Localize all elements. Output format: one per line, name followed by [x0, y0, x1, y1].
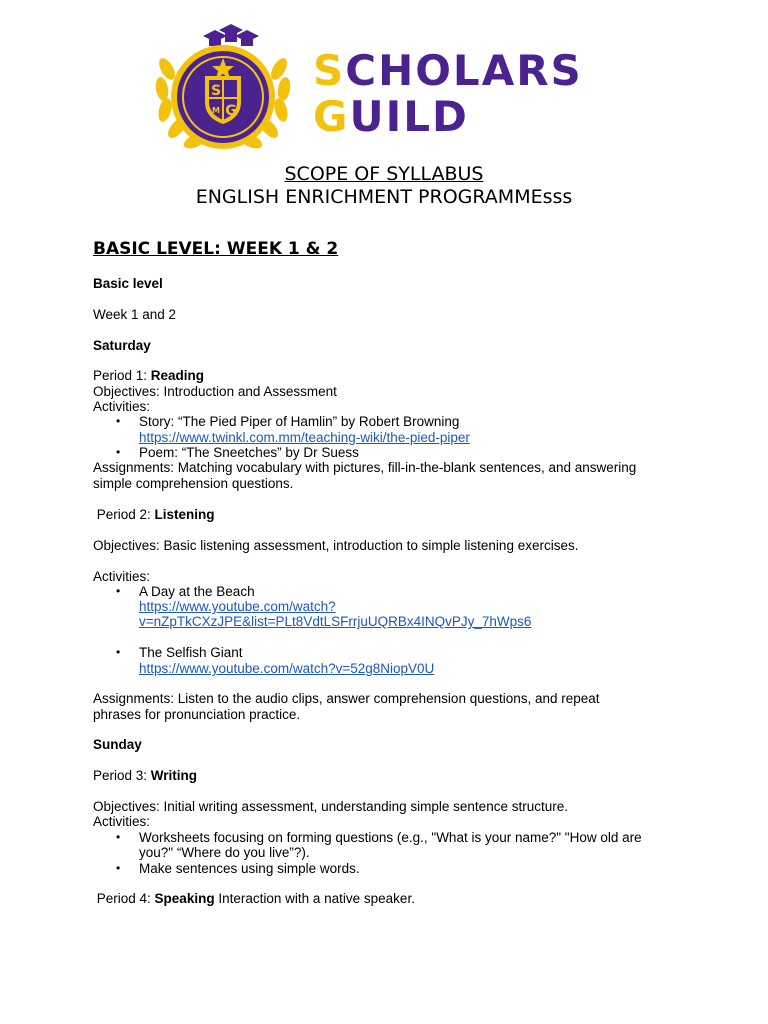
badge-letter-s: S — [210, 83, 222, 99]
period1-activity-link — [139, 430, 470, 445]
period3-objectives: Objectives: Initial writing assessment, understanding simple sentence structure. — [93, 799, 568, 814]
twinkl-link[interactable]: https://www.twinkl.com.mm/teaching-wiki/the-pied-piper — [139, 430, 470, 445]
sunday-heading: Sunday — [93, 737, 142, 752]
period1-assignments-cont: simple comprehension questions. — [93, 476, 294, 491]
scholars-guild-logo — [143, 14, 609, 154]
period3-activity-sentences: Make sentences using simple words. — [139, 861, 360, 876]
period4-heading: Period 4: Speaking Interaction with a native speaker. — [93, 891, 415, 906]
document-subtitle: ENGLISH ENRICHMENT PROGRAMMEsss — [195, 186, 573, 208]
bullet: • — [116, 584, 121, 598]
period1-activity-poem: Poem: “The Sneetches” by Dr Suess — [139, 445, 359, 460]
brand-line-1: SCHOLARS — [313, 46, 583, 95]
laurel-badge-icon — [143, 14, 303, 154]
period2-beach-link — [139, 599, 336, 614]
bullet: • — [116, 861, 121, 875]
period1-objectives: Objectives: Introduction and Assessment — [93, 384, 337, 399]
period1-assignments: Assignments: Matching vocabulary with pictures, fill-in-the-blank sentences, and answering — [93, 460, 637, 475]
period2-beach-link-cont — [139, 614, 531, 629]
section-heading: BASIC LEVEL: WEEK 1 & 2 — [93, 239, 339, 259]
period2-activities-label: Activities: — [93, 569, 151, 584]
period3-heading: Period 3: Writing — [93, 768, 198, 783]
period1-activities-label: Activities: — [93, 399, 151, 414]
period3-activities-label: Activities: — [93, 814, 151, 829]
period2-assignments-cont: phrases for pronunciation practice. — [93, 707, 301, 722]
period2-assignments: Assignments: Listen to the audio clips, answer comprehension questions, and repeat — [93, 691, 600, 706]
period2-activity-beach: A Day at the Beach — [139, 584, 255, 599]
bullet: • — [116, 830, 121, 844]
period2-activity-giant: The Selfish Giant — [139, 645, 243, 660]
period3-activity-worksheets-cont: you?" “Where do you live”?). — [139, 845, 310, 860]
youtube-giant-link[interactable]: https://www.youtube.com/watch?v=52g8NiopV0U — [139, 661, 435, 676]
period2-heading: Period 2: Listening — [93, 507, 215, 522]
youtube-beach-link-cont[interactable]: v=nZpTkCXzJPE&list=PLt8VdtLSFrrjuUQRBx4INQvPJy_7hWps6 — [139, 614, 532, 629]
badge-letter-m: M — [212, 106, 220, 115]
saturday-heading: Saturday — [93, 338, 151, 353]
period2-giant-link — [139, 661, 434, 676]
basic-level-label: Basic level — [93, 276, 163, 291]
brand-line-2: GUILD — [313, 92, 469, 141]
period1-activity-story: Story: “The Pied Piper of Hamlin” by Robert Browning — [139, 414, 460, 429]
badge-letter-g: G — [225, 103, 237, 119]
week-label: Week 1 and 2 — [93, 307, 177, 322]
bullet: • — [116, 645, 121, 659]
document-title: SCOPE OF SYLLABUS — [284, 163, 484, 185]
brand-wordmark — [313, 48, 583, 140]
period3-activity-worksheets: Worksheets focusing on forming questions (e.g., "What is your name?" "How old are — [139, 830, 642, 845]
youtube-beach-link[interactable]: https://www.youtube.com/watch? — [139, 599, 336, 614]
period2-objectives: Objectives: Basic listening assessment, introduction to simple listening exercises. — [93, 538, 579, 553]
bullet: • — [116, 445, 121, 459]
period1-heading: Period 1: Reading — [93, 368, 205, 383]
bullet: • — [116, 414, 121, 428]
